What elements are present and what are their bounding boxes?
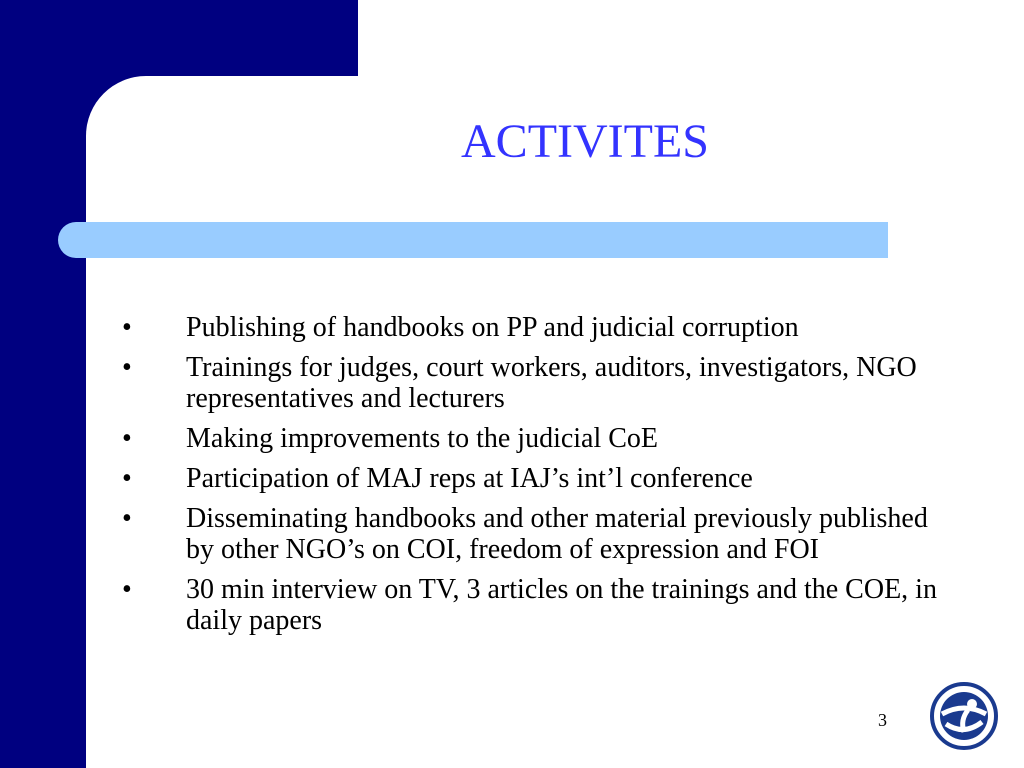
bullet-dot: •: [122, 312, 132, 343]
list-item: [118, 463, 958, 494]
globe-logo-icon: [928, 680, 1000, 752]
list-item: [118, 503, 958, 565]
bullet-text: Trainings for judges, court workers, auditors, investigators, NGO representatives and lecturers: [186, 352, 917, 414]
bullet-dot: •: [122, 352, 132, 383]
bullet-dot: •: [122, 574, 132, 605]
slide-title: ACTIVITES: [461, 115, 709, 168]
bullet-list: [118, 312, 958, 645]
list-item: [118, 574, 958, 636]
bullet-text: Making improvements to the judicial CoE: [186, 423, 659, 454]
bullet-text: Participation of MAJ reps at IAJ’s int’l conference: [186, 463, 753, 494]
bullet-dot: •: [122, 463, 132, 494]
bullet-text: Disseminating handbooks and other material previously published by other NGO’s on COI, freedom of expression and FOI: [186, 503, 928, 565]
bullet-dot: •: [122, 423, 132, 454]
accent-bar: [58, 222, 888, 258]
bullet-text: 30 min interview on TV, 3 articles on the trainings and the COE, in daily papers: [186, 574, 937, 636]
list-item: [118, 423, 958, 454]
bullet-text: Publishing of handbooks on PP and judicial corruption: [186, 312, 799, 343]
top-navy-block: [86, 0, 358, 76]
list-item: [118, 312, 958, 343]
bullet-dot: •: [122, 503, 132, 534]
left-navy-bar: [0, 0, 86, 768]
page-number: 3: [878, 710, 887, 730]
list-item: [118, 352, 958, 414]
